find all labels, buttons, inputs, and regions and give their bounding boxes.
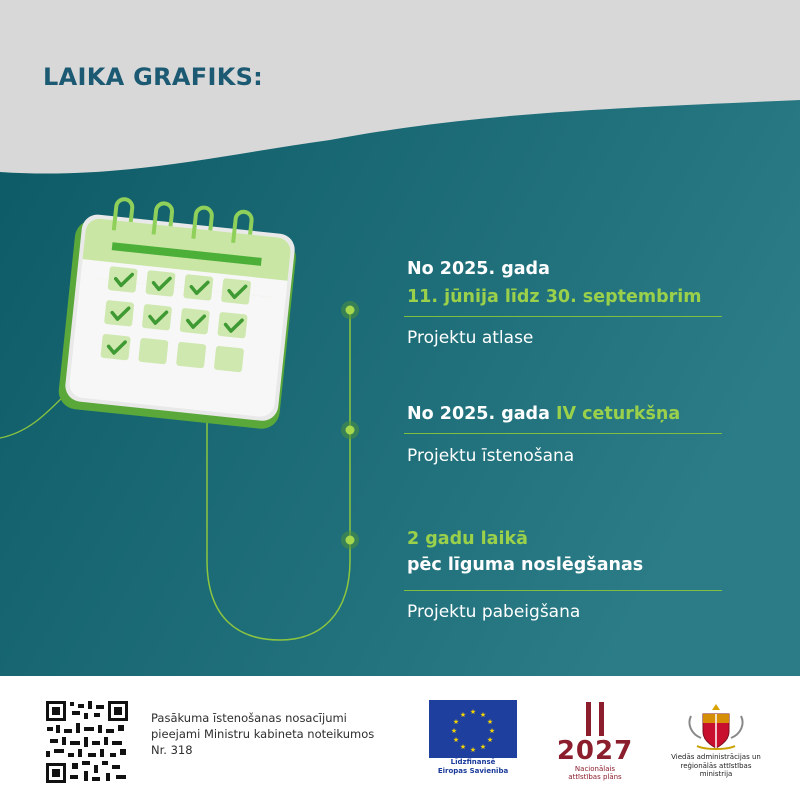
timeline-2-divider: [404, 433, 722, 434]
timeline-3-description: Projektu pabeigšana: [407, 602, 581, 622]
timeline-3-title: pēc līguma noslēgšanas: [407, 555, 644, 575]
eu-flag-icon: [429, 700, 517, 758]
timeline-dot-3: [341, 531, 359, 549]
footer-note: Pasākuma īstenošanas nosacījumi pieejami Ministru kabineta noteikumos Nr. 318: [151, 711, 375, 757]
svg-text:★: ★: [488, 727, 496, 735]
svg-text:★: ★: [459, 743, 467, 751]
timeline-1-title: No 2025. gada: [407, 259, 550, 279]
svg-text:★: ★: [486, 718, 494, 726]
svg-text:★: ★: [486, 736, 494, 744]
svg-text:★: ★: [452, 736, 460, 744]
page-title: LAIKA GRAFIKS:: [43, 63, 264, 91]
timeline-3-divider: [404, 590, 722, 591]
np-logo-year: 2027: [556, 736, 634, 766]
np-bars-icon: [578, 702, 612, 736]
timeline-2-description: Projektu īstenošana: [407, 446, 575, 466]
svg-text:★: ★: [450, 727, 458, 735]
np-caption: Nacionālais attīstības plāns: [568, 765, 622, 781]
timeline-2-highlight: IV ceturkšņa: [555, 404, 681, 424]
timeline-1-description: Projektu atlase: [407, 328, 534, 348]
timeline-1-divider: [404, 316, 722, 317]
timeline-2-title: No 2025. gada IV ceturkšņa: [407, 404, 681, 424]
svg-text:★: ★: [479, 711, 487, 719]
svg-text:★: ★: [452, 718, 460, 726]
svg-text:★: ★: [469, 708, 477, 716]
ministry-caption: Viedās administrācijas un reģionālās attīstības ministrija: [671, 753, 761, 778]
timeline-1-date: 11. jūnija līdz 30. septembrim: [407, 287, 702, 307]
timeline-dot-2: [341, 421, 359, 439]
timeline-3-highlight: 2 gadu laikā: [407, 529, 528, 549]
calendar-icon: [55, 190, 310, 445]
svg-text:★: ★: [469, 746, 477, 754]
latvia-coat-of-arms-icon: [685, 702, 747, 752]
svg-text:★: ★: [479, 743, 487, 751]
qr-code-icon[interactable]: [44, 699, 130, 785]
eu-cofinancing-caption: Līdzfinansē Eiropas Savienība: [437, 758, 509, 775]
timeline-dot-1: [341, 301, 359, 319]
svg-text:★: ★: [459, 711, 467, 719]
